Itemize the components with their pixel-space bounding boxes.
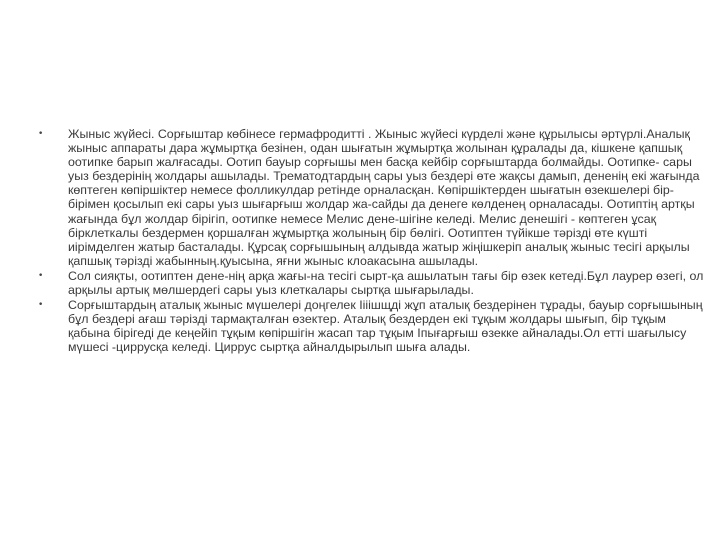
bullet-text: Сол сияқты, оотиптен дене-нің арқа жағы-на тесігі сырт-қа ашылатын тағы бір өзек кетеді.Бұл лаурер өзегі, ол арқылы артық мөлшердегі сары уыз клеткалары сыртқа шығарылады.: [68, 268, 704, 298]
bullet-item-1: [38, 127, 710, 268]
bullet-icon: •: [38, 129, 44, 139]
bullet-icon: •: [38, 300, 44, 311]
bullet-text: Сорғыштардың аталық жыныс мүшелері доңгелек Іііішщді жұп аталық бездерінен тұрады, бауыр сорғышының бұл бездері ағаш тәрізді тармақталған өзектер. Аталық бездерден екі тұқым жолдары шығып, бір тұқым қабына бірігеді де кеңейіп тұқым көпіршігін жасап тар тұқым Іпығарғыш өзекке айналады.Ол етті шағылысу мүшесі -циррусқа келеді. Циррус сыртқа айналдырылып шыға алады.: [68, 298, 703, 355]
bullet-item-2: [38, 269, 710, 297]
bullet-list: [38, 127, 710, 355]
bullet-item-3: [38, 298, 710, 354]
bullet-icon: •: [38, 270, 44, 281]
bullet-text: Жыныс жүйесі. Сорғыштар көбінесе гермафродитті . Жыныс жүйесі күрделі және құрылысы әртүрлі.Аналық жыныс аппараты дара жұмыртқа безінен, одан шығатын жұмыртқа жолынан құралады да, кішкене қапшық оотипке барып жалғасады. Оотип бауыр сорғышы мен басқа кейбір сорғыштарда болмайды. Оотипке- сары уыз бездерінің жолдары ашылады. Трематодтардың сары уыз бездері өте жақсы дамып, дененің екі жағында көптеген көпіршіктер немесе фолликулдар ретінде орналасқан. Көпіршіктерден шығатын өзекшелері бір- бірімен қосылып екі сары уыз шығарғыш жолдар жа-сайды да денеге көлденең орналасады. Оотиптің артқы жағында бұл жолдар бірігіп, оотипке немесе Мелис дене-шігіне келеді. Мелис денешігі - көптеген ұсақ бірклеткалы бездермен қоршалған жұмыртқа жолының бір бөлігі. Оотиптен түйікше тәрізді өте күшті иірімделген жатыр басталады. Құрсақ сорғышының алдывда жатыр жіңішкеріп аналық жыныс тесігі арқылы қапшық тәрізді жабынның.қуысына, яғни жыныс клоакасына ашылады.: [68, 127, 700, 268]
